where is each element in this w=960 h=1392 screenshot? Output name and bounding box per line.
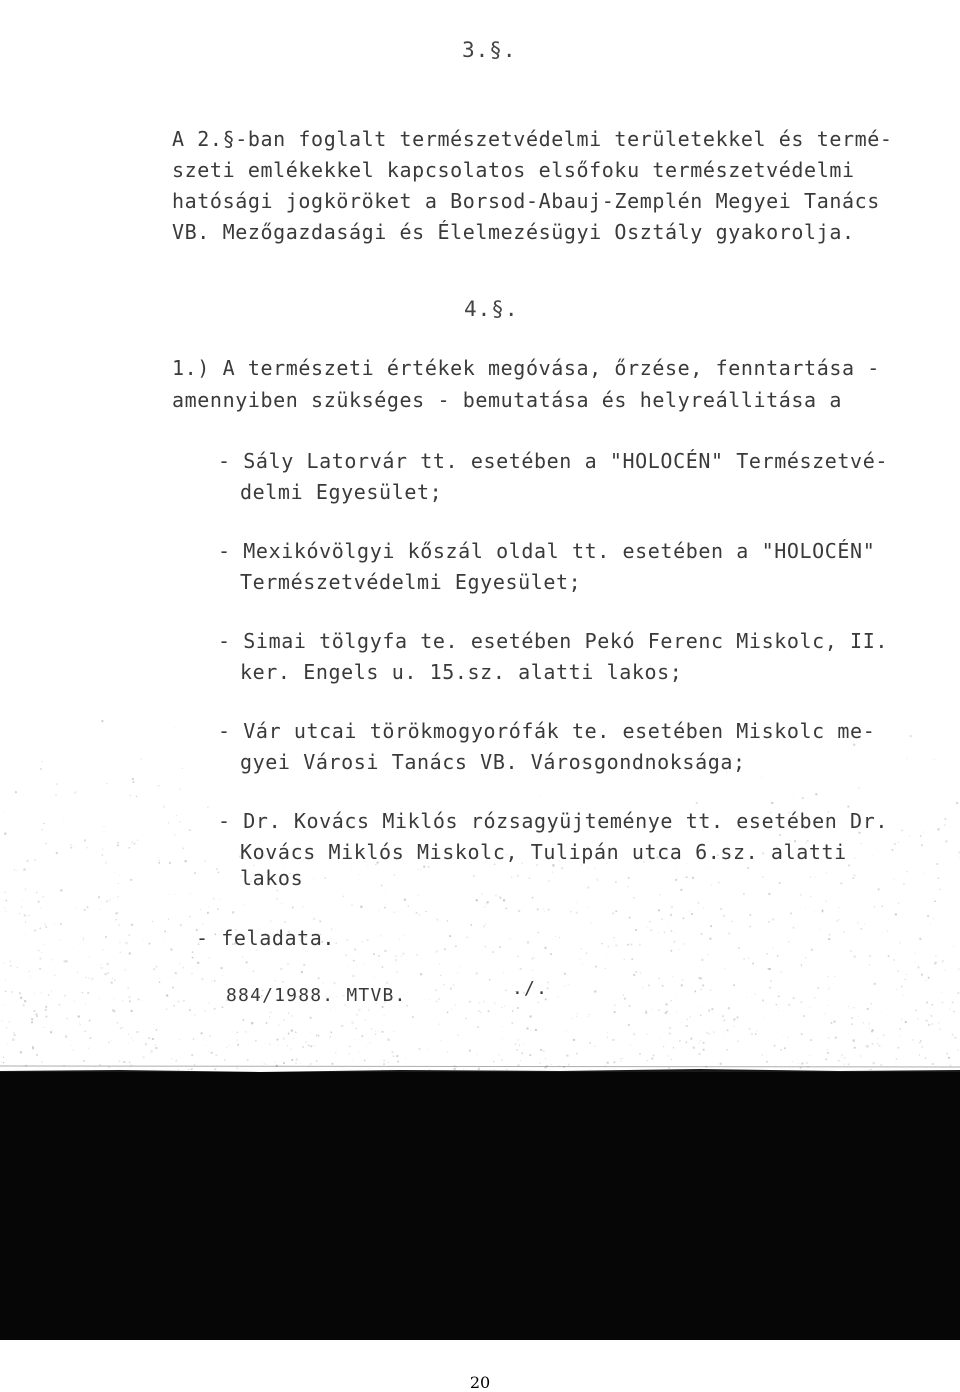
section-heading-4: 4.§. (464, 297, 519, 321)
document-reference: 884/1988. MTVB. (226, 985, 407, 1006)
list-item-line: lakos (240, 865, 303, 891)
list-item-line: delmi Egyesület; (240, 479, 442, 505)
list-item-line: - Mexikóvölgyi kőszál oldal tt. esetében a "HOLOCÉN" (218, 538, 875, 564)
paragraph-line: A 2.§-ban foglalt természetvédelmi területekkel és termé- (172, 126, 893, 152)
list-item-line: - Simai tölgyfa te. esetében Pekó Ferenc Miskolc, II. (218, 628, 888, 654)
list-item-line: - Sály Latorvár tt. esetében a "HOLOCÉN" Természetvé- (218, 448, 888, 474)
section-heading-3: 3.§. (462, 38, 517, 62)
black-scan-band (0, 1072, 960, 1340)
paragraph-line: VB. Mezőgazdasági és Élelmezésügyi Osztály gyakorolja. (172, 219, 855, 245)
page-number: 20 (0, 1373, 960, 1392)
continuation-mark: ./. (512, 978, 548, 999)
list-item-line: ker. Engels u. 15.sz. alatti lakos; (240, 659, 682, 685)
paragraph-line: szeti emlékekkel kapcsolatos elsőfoku természetvédelmi (172, 157, 855, 183)
list-item-line: - Vár utcai törökmogyorófák te. esetében Miskolc me- (218, 718, 875, 744)
paragraph-line: 1.) A természeti értékek megóvása, őrzése, fenntartása - (172, 355, 880, 381)
list-item-line: gyei Városi Tanács VB. Városgondnoksága; (240, 749, 746, 775)
list-item-line: - Dr. Kovács Miklós rózsagyüjteménye tt. esetében Dr. (218, 808, 888, 834)
list-item-line: Természetvédelmi Egyesület; (240, 569, 581, 595)
paragraph-line: hatósági jogköröket a Borsod-Abauj-Zemplén Megyei Tanács (172, 188, 880, 214)
list-item-line: Kovács Miklós Miskolc, Tulipán utca 6.sz. alatti (240, 839, 847, 865)
paragraph-line: amennyiben szükséges - bemutatása és helyreállitása a (172, 387, 842, 413)
closing-text: - feladata. (196, 925, 335, 951)
